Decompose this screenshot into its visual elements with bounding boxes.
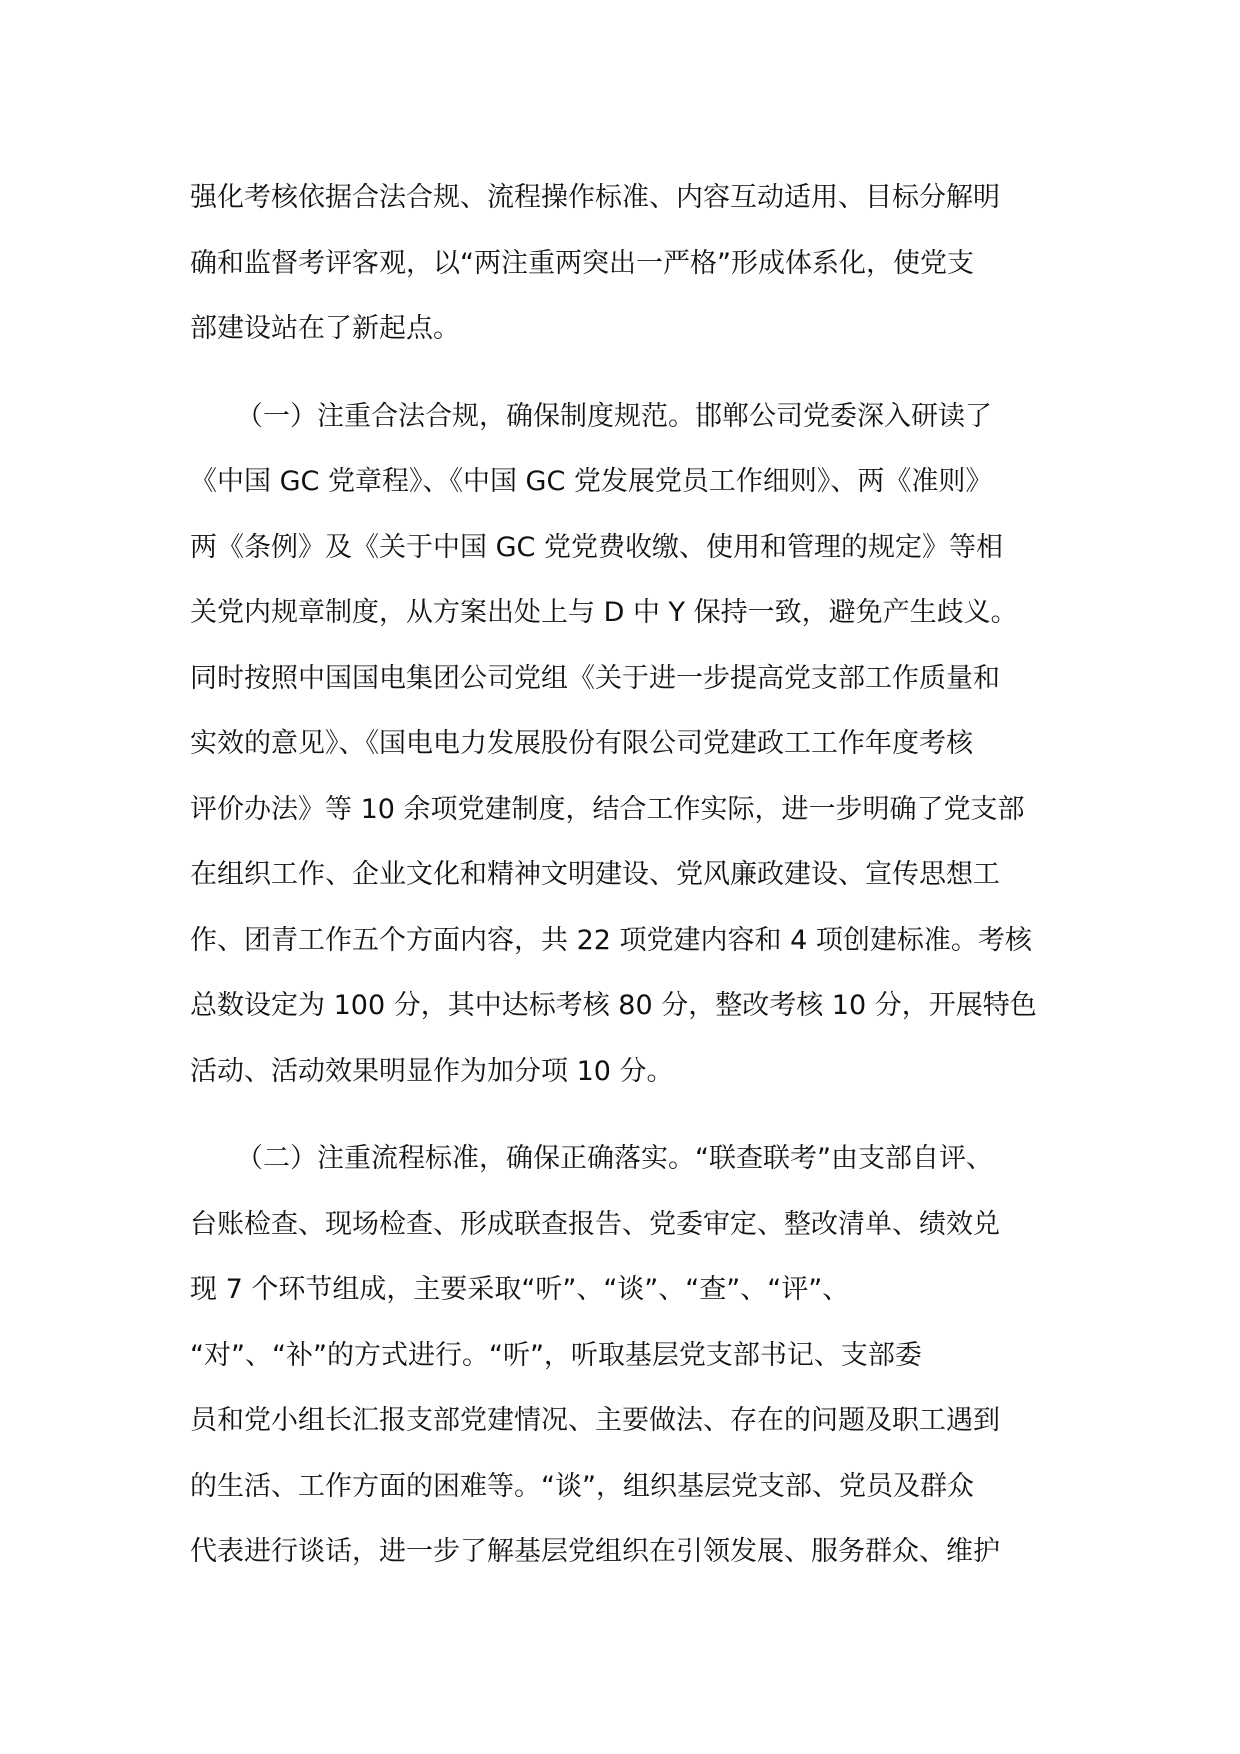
paragraph-line: 评价办法》等 10 余项党建制度，结合工作实际，进一步明确了党支部 — [190, 793, 1025, 825]
paragraph-line: 代表进行谈话，进一步了解基层党组织在引领发展、服务群众、维护 — [190, 1536, 1000, 1567]
paragraph-line: 实效的意见》、《国电电力发展股份有限公司党建政工工作年度考核 — [190, 728, 973, 759]
section-2-paragraph — [190, 1126, 1060, 1585]
paragraph-line: 员和党小组长汇报支部党建情况、主要做法、存在的问题及职工遇到 — [190, 1405, 1000, 1436]
paragraph-line: 关党内规章制度，从方案出处上与 D 中 Y 保持一致，避免产生歧义。 — [190, 597, 1018, 628]
document-body — [190, 165, 1060, 1585]
paragraph-line: 《中国 GC 党章程》、《中国 GC 党发展党员工作细则》、两《准则》 — [190, 466, 993, 497]
paragraph-line: 强化考核依据合法合规、流程操作标准、内容互动适用、目标分解明 — [190, 182, 1000, 213]
paragraph-line: “对”、“补”的方式进行。“听”，听取基层党支部书记、支部委 — [190, 1339, 922, 1371]
paragraph-line: （二）注重流程标准，确保正确落实。“联查联考”由支部自评、 — [236, 1143, 993, 1174]
paragraph-line: 同时按照中国国电集团公司党组《关于进一步提高党支部工作质量和 — [190, 662, 1000, 694]
paragraph-line: 部建设站在了新起点。 — [190, 313, 460, 344]
paragraph-line: 总数设定为 100 分，其中达标考核 80 分，整改考核 10 分，开展特色 — [190, 990, 1037, 1021]
paragraph-line: 两《条例》及《关于中国 GC 党党费收缴、使用和管理的规定》等相 — [190, 531, 1003, 563]
paragraph-line: 在组织工作、企业文化和精神文明建设、党风廉政建设、宣传思想工 — [190, 859, 1000, 890]
section-1-paragraph — [190, 384, 1060, 1105]
paragraph-line: 现 7 个环节组成，主要采取“听”、“谈”、“查”、“评”、 — [190, 1274, 850, 1305]
paragraph-line: 确和监督考评客观，以“两注重两突出一严格”形成体系化，使党支 — [190, 247, 974, 279]
paragraph-line: 台账检查、现场检查、形成联查报告、党委审定、整改清单、绩效兑 — [190, 1208, 1000, 1240]
paragraph-line: （一）注重合法合规，确保制度规范。邯郸公司党委深入研读了 — [236, 400, 992, 432]
intro-paragraph — [190, 165, 1060, 362]
paragraph-line: 活动、活动效果明显作为加分项 10 分。 — [190, 1055, 674, 1087]
paragraph-line: 作、团青工作五个方面内容，共 22 项党建内容和 4 项创建标准。考核 — [190, 924, 1032, 956]
paragraph-line: 的生活、工作方面的困难等。“谈”，组织基层党支部、党员及群众 — [190, 1470, 974, 1502]
